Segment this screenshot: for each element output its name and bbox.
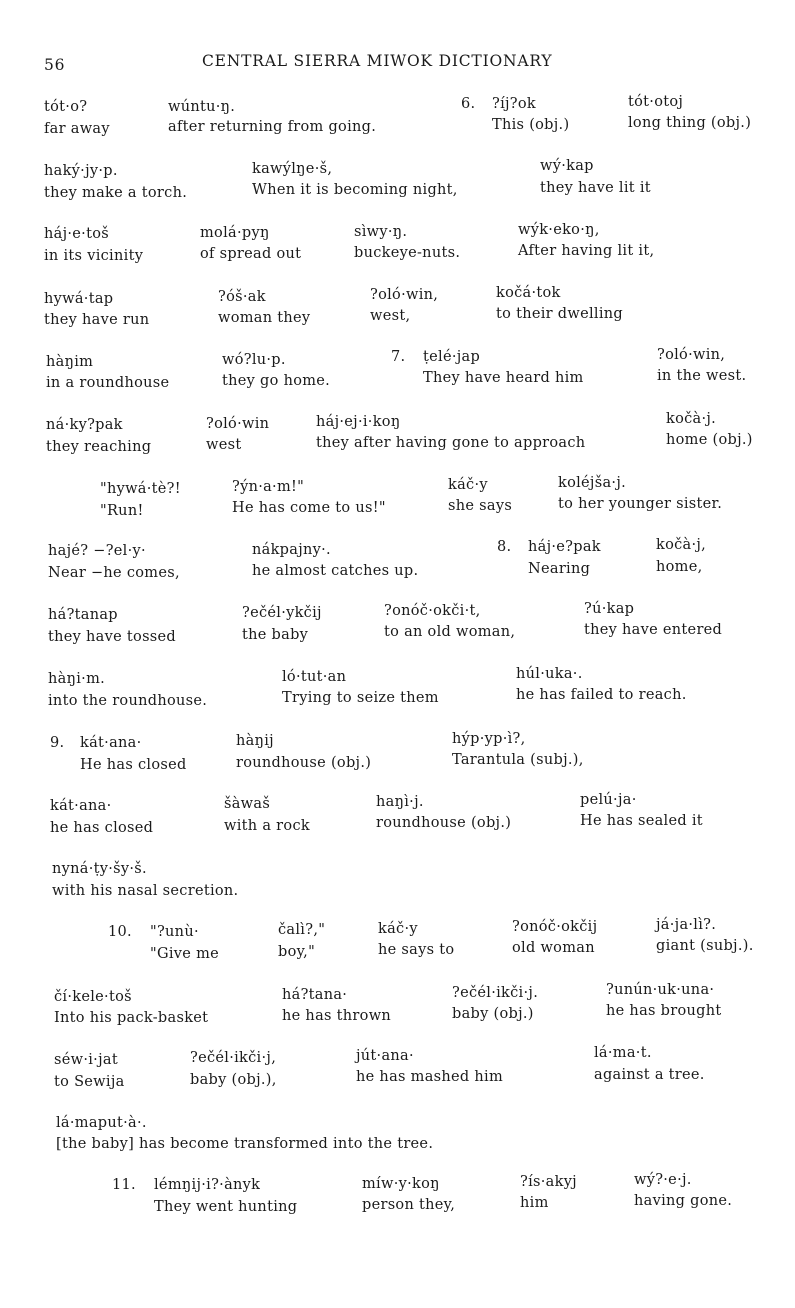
english-gloss: having gone. [634, 1193, 733, 1209]
english-gloss: Near −he comes, [48, 565, 180, 581]
english-gloss: they make a torch. [44, 185, 188, 201]
english-gloss: far away [44, 121, 110, 137]
english-gloss: baby (obj.), [190, 1072, 277, 1088]
english-gloss: they have run [44, 312, 150, 328]
english-gloss: they reaching [46, 439, 152, 455]
english-gloss: he has brought [606, 1003, 722, 1019]
english-gloss: boy," [278, 944, 316, 960]
miwok-word: ?oló·win, [370, 287, 439, 303]
miwok-word: káč·y [378, 921, 418, 937]
miwok-word: káč·y [448, 477, 488, 493]
miwok-word: ?ečél·ikči·j, [190, 1050, 277, 1066]
english-gloss: of spread out [200, 246, 302, 262]
english-gloss: "Give me [150, 946, 220, 962]
english-gloss: he has closed [50, 820, 154, 836]
miwok-word: húl·uka·. [516, 666, 583, 682]
miwok-word: lá·ma·t. [594, 1045, 652, 1061]
english-gloss: in its vicinity [44, 248, 144, 264]
miwok-word: tót·o? [44, 99, 88, 115]
english-gloss: they after having gone to approach [316, 435, 586, 451]
english-gloss: west [206, 437, 242, 453]
miwok-word: wýk·eko·ŋ, [518, 222, 600, 238]
english-gloss: after returning from going. [168, 119, 377, 135]
miwok-word: ?onóč·okčij [512, 919, 598, 935]
miwok-word: kát·ana· [50, 798, 112, 814]
english-gloss: in a roundhouse [46, 375, 170, 391]
english-gloss: to Sewija [54, 1074, 125, 1090]
english-gloss: Tarantula (subj.), [452, 752, 584, 768]
english-gloss: to her younger sister. [558, 496, 723, 512]
english-gloss: baby (obj.) [452, 1006, 534, 1022]
english-gloss: Nearing [528, 561, 591, 577]
english-gloss: "Run! [100, 503, 144, 519]
miwok-word: pelú·ja· [580, 792, 637, 808]
miwok-word: ?unún·uk·una· [606, 982, 715, 998]
english-gloss: old woman [512, 940, 595, 956]
miwok-word: nákpajny·. [252, 542, 331, 558]
english-gloss: he says to [378, 942, 455, 958]
miwok-word: ná·ky?pak [46, 417, 123, 433]
miwok-word: wý?·e·j. [634, 1172, 692, 1188]
miwok-word: wúntu·ŋ. [168, 99, 236, 115]
english-gloss: they go home. [222, 373, 331, 389]
english-gloss: the baby [242, 627, 309, 643]
english-gloss: to an old woman, [384, 624, 516, 640]
english-gloss: he has thrown [282, 1008, 392, 1024]
miwok-word: kočá·tok [496, 285, 561, 301]
miwok-word: hàŋij [236, 733, 274, 749]
miwok-word: ṭelé·jap [423, 349, 481, 365]
english-gloss: When it is becoming night, [252, 182, 458, 198]
miwok-word: ?oló·win [206, 416, 270, 432]
miwok-word: míw·y·koŋ [362, 1176, 440, 1192]
miwok-word: hàŋim [46, 354, 94, 370]
page-title: CENTRAL SIERRA MIWOK DICTIONARY [202, 52, 553, 70]
english-gloss: After having lit it, [518, 243, 655, 259]
miwok-word: lémŋij·i?·ànyk [154, 1177, 261, 1193]
miwok-word: kočà·j, [656, 537, 707, 553]
miwok-word: sìwy·ŋ. [354, 224, 408, 240]
english-gloss: west, [370, 308, 411, 324]
english-gloss: He has sealed it [580, 813, 703, 829]
english-gloss: Into his pack-basket [54, 1010, 209, 1026]
english-gloss: Trying to seize them [282, 690, 439, 706]
miwok-word: háj·ej·i·koŋ [316, 414, 401, 430]
miwok-word: ?oló·win, [657, 347, 726, 363]
miwok-word: ?ýn·a·m!" [232, 479, 305, 495]
miwok-word: kawýlŋe·š, [252, 161, 333, 177]
english-gloss: giant (subj.). [656, 938, 754, 954]
english-gloss: with his nasal secretion. [52, 883, 239, 899]
english-gloss: roundhouse (obj.) [376, 815, 512, 831]
miwok-word: hàŋi·m. [48, 671, 106, 687]
miwok-word: haŋì·j. [376, 794, 424, 810]
miwok-word: wý·kap [540, 158, 594, 174]
miwok-word: hywá·tap [44, 291, 114, 307]
english-gloss: with a rock [224, 818, 310, 834]
miwok-word: hýp·yp·ì?, [452, 731, 526, 747]
english-gloss: in the west. [657, 368, 747, 384]
miwok-word: čí·kele·toš [54, 989, 132, 1005]
english-gloss: [the baby] has become transformed into the tree. [56, 1136, 434, 1152]
miwok-word: wó?lu·p. [222, 352, 286, 368]
miwok-word: ?ís·akyj [520, 1174, 577, 1190]
miwok-word: hajé? −?el·y· [48, 543, 146, 559]
miwok-word: há?tanap [48, 607, 118, 623]
english-gloss: He has come to us!" [232, 500, 386, 516]
miwok-word: ?óš·ak [218, 289, 266, 305]
miwok-word: háj·e·toš [44, 226, 109, 242]
miwok-word: čalì?," [278, 922, 326, 938]
miwok-word: ?ú·kap [584, 601, 635, 617]
miwok-word: já·ja·lì?. [656, 917, 717, 933]
miwok-word: ?ečél·ikči·j. [452, 985, 539, 1001]
english-gloss: they have lit it [540, 180, 651, 196]
english-gloss: This (obj.) [492, 117, 570, 133]
miwok-word: tót·otoj [628, 94, 684, 110]
english-gloss: home (obj.) [666, 432, 753, 448]
sentence-number: 10. [108, 924, 132, 940]
sentence-number: 7. [391, 349, 406, 365]
miwok-word: háj·e?pak [528, 539, 601, 555]
miwok-word: "hywá·tè?! [100, 481, 181, 497]
miwok-word: séw·i·jat [54, 1052, 118, 1068]
miwok-word: ?onóč·okči·t, [384, 603, 481, 619]
miwok-word: kát·ana· [80, 735, 142, 751]
sentence-number: 6. [461, 96, 476, 112]
english-gloss: to their dwelling [496, 306, 623, 322]
sentence-number: 9. [50, 735, 65, 751]
english-gloss: they have entered [584, 622, 723, 638]
sentence-number: 8. [497, 539, 512, 555]
english-gloss: he has mashed him [356, 1069, 504, 1085]
miwok-word: nyná·ṭy·šy·š. [52, 861, 147, 877]
miwok-word: jút·ana· [356, 1048, 414, 1064]
english-gloss: long thing (obj.) [628, 115, 752, 131]
miwok-word: ?íj?ok [492, 96, 536, 112]
miwok-word: koléjša·j. [558, 475, 627, 491]
english-gloss: buckeye-nuts. [354, 245, 461, 261]
page-number: 56 [44, 56, 66, 74]
english-gloss: roundhouse (obj.) [236, 755, 372, 771]
miwok-word: molá·pyŋ [200, 225, 270, 241]
miwok-word: haký·jy·p. [44, 163, 118, 179]
miwok-word: šàwaš [224, 796, 271, 812]
english-gloss: woman they [218, 310, 311, 326]
english-gloss: against a tree. [594, 1067, 705, 1083]
english-gloss: He has closed [80, 757, 187, 773]
english-gloss: into the roundhouse. [48, 693, 208, 709]
english-gloss: home, [656, 559, 703, 575]
english-gloss: They have heard him [423, 370, 584, 386]
english-gloss: he has failed to reach. [516, 687, 687, 703]
english-gloss: she says [448, 498, 513, 514]
english-gloss: he almost catches up. [252, 563, 419, 579]
miwok-word: "?unù· [150, 924, 199, 940]
sentence-number: 11. [112, 1177, 136, 1193]
miwok-word: lá·maput·à·. [56, 1115, 147, 1131]
english-gloss: him [520, 1195, 549, 1211]
english-gloss: they have tossed [48, 629, 177, 645]
miwok-word: kočà·j. [666, 411, 717, 427]
english-gloss: person they, [362, 1197, 456, 1213]
miwok-word: ?ečél·ykčij [242, 605, 322, 621]
english-gloss: They went hunting [154, 1199, 298, 1215]
miwok-word: ló·tut·an [282, 669, 347, 685]
miwok-word: há?tana· [282, 987, 348, 1003]
